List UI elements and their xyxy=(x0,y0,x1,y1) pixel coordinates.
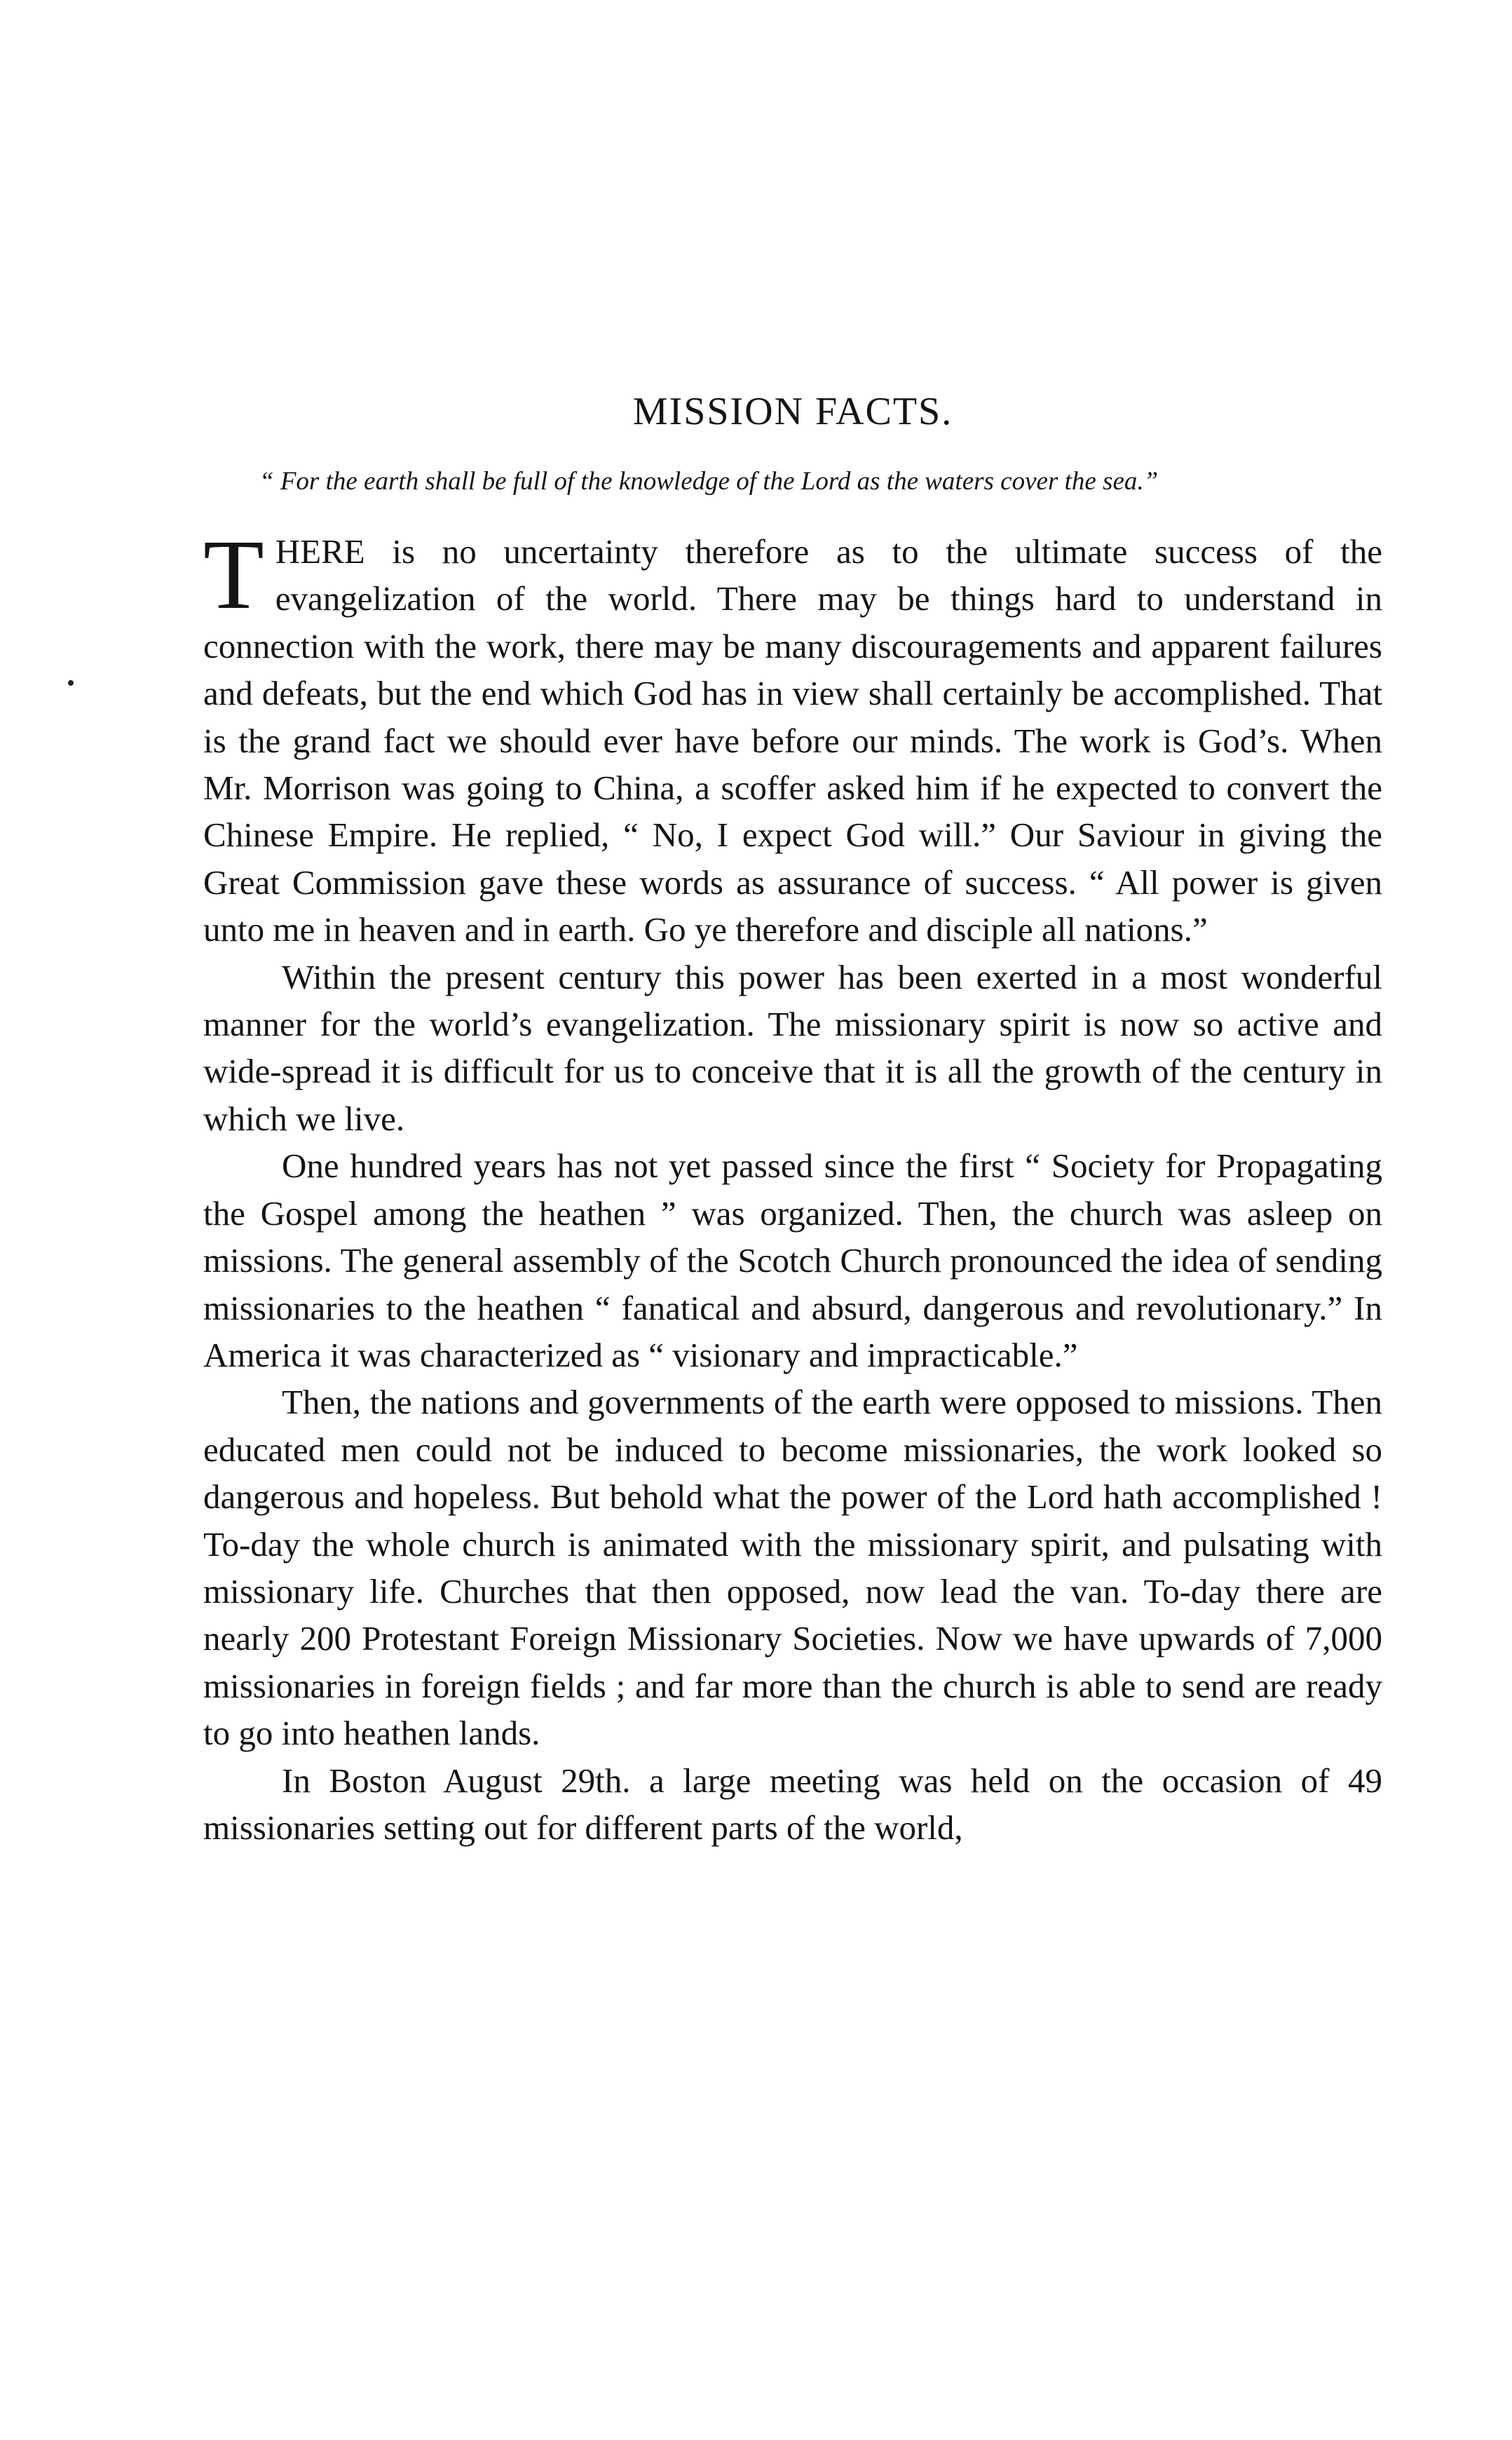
paragraph-5: In Boston August 29th. a large meeting was held on the occasion of 49 missionaries setting out for different parts of the world, xyxy=(203,1761,1382,1847)
paragraph-4: Then, the nations and governments of the earth were opposed to missions. Then educated men could not be induced to become missionaries, the work looked so dangerous and hopeless. But behold what the power of the Lord hath accomplished ! To-day the whole church is animated with the missionary spirit, and pulsating with missionary life. Churches that then opposed, now lead the van. To-day there are nearly 200 Protestant Foreign Missionary Societies. Now we have upwards of 7,000 missionaries in foreign fields ; and far more than the church is able to send are ready to go into heathen lands. xyxy=(203,1383,1382,1753)
paragraph-3: One hundred years has not yet passed since the first “ Society for Propagating the Gospel among the heathen ” was organized. Then, the church was asleep on missions. The general assembly of the Scotch Church pronounced the idea of sending missionaries to the heathen “ fanatical and absurd, dangerous and revolutionary.” In America it was characterized as “ visionary and impracticable.” xyxy=(203,1146,1382,1374)
paragraph-1-lead: HERE xyxy=(275,532,365,571)
epigraph-quote: “ For the earth shall be full of the knowledge of the Lord as the waters cover the sea.” xyxy=(259,467,1159,496)
page-body xyxy=(203,389,1382,1851)
paragraph-1-text: is no uncertainty therefore as to the ultimate success of the evangelization of the world. There may be things hard to understand in connection with the work, there may be many discouragements and apparent failures and defeats, but the end which God has in view shall certainly be accomplished. That is the grand fact we should ever have before our minds. The work is God’s. When Mr. Morrison was going to China, a scoffer asked him if he expected to convert the Chinese Empire. He replied, “ No, I expect God will.” Our Saviour in giving the Great Commission gave these words as assurance of success. “ All power is given unto me in heaven and in earth. Go ye therefore and disciple all nations.” xyxy=(203,532,1382,949)
paragraph-1 xyxy=(203,519,1382,954)
paragraph-2: Within the present century this power has been exerted in a most wonderful manner for the world’s evangelization. The missionary spirit is now so active and wide-spread it is difficult for us to conceive that it is all the growth of the century in which we live. xyxy=(203,957,1382,1138)
margin-speck xyxy=(68,680,74,686)
drop-cap: T xyxy=(203,519,264,630)
page-title: MISSION FACTS. xyxy=(632,390,953,433)
